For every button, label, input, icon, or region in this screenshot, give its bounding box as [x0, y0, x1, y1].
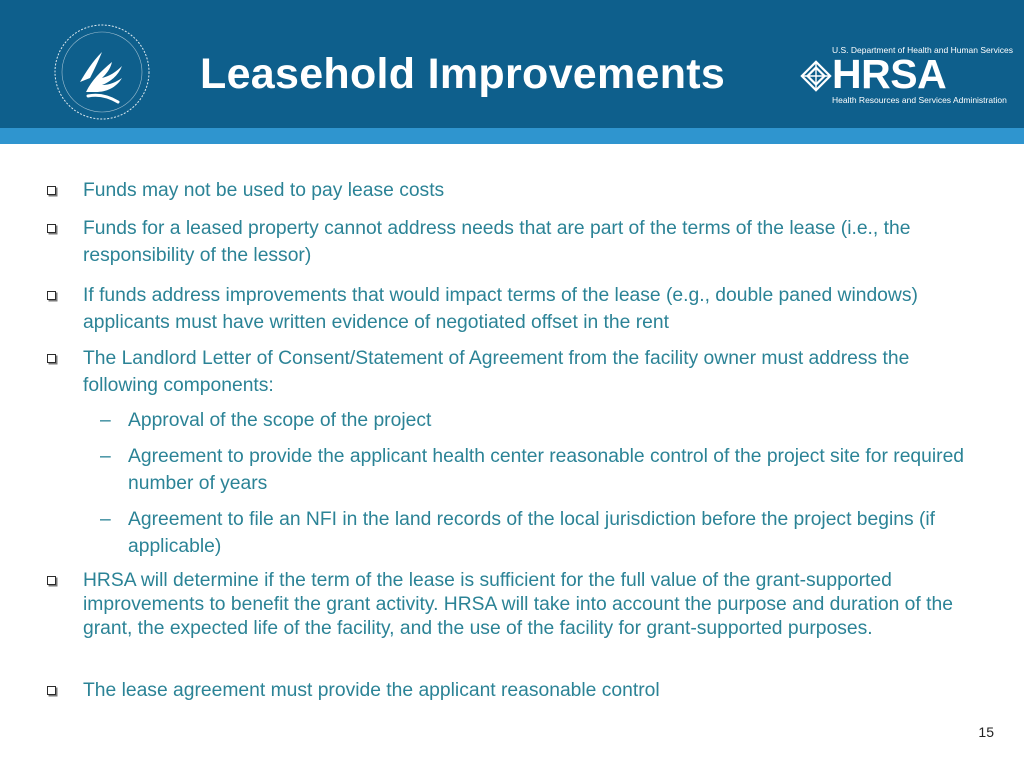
page-number: 15 — [978, 724, 994, 740]
dash-bullet-icon: – — [100, 446, 111, 467]
sub-bullet-text: Approval of the scope of the project — [128, 410, 432, 431]
hrsa-agency-line: Health Resources and Services Administration — [832, 95, 1007, 105]
checkbox-bullet-icon — [47, 686, 56, 695]
slide-title: Leasehold Improvements — [200, 50, 726, 98]
bullet-text: Funds for a leased property cannot address needs that are part of the terms of the lease (i.e., the responsibility of the lessor) — [83, 218, 911, 266]
sub-bullet-text: Agreement to provide the applicant health center reasonable control of the project site for required number of years — [128, 446, 965, 494]
checkbox-bullet-icon — [47, 186, 56, 195]
bullet-text: HRSA will determine if the term of the lease is sufficient for the full value of the grant-supported improvements to benefit the grant activity. HRSA will take into account the purpose and duration of the grant, the expected life of the facility, and the use of the facility for grant-supported purposes. — [83, 570, 953, 639]
checkbox-bullet-icon — [47, 354, 56, 363]
hrsa-department-line: U.S. Department of Health and Human Services — [832, 45, 1013, 55]
bullet-text: The lease agreement must provide the applicant reasonable control — [83, 680, 660, 701]
hrsa-wordmark: HRSA — [832, 51, 947, 97]
checkbox-bullet-icon — [47, 224, 56, 233]
dash-bullet-icon: – — [100, 410, 111, 431]
checkbox-bullet-icon — [47, 291, 56, 300]
bullet-text: If funds address improvements that would impact terms of the lease (e.g., double paned windows) applicants must have written evidence of negotiated offset in the rent — [83, 285, 918, 333]
checkbox-bullet-icon — [47, 576, 56, 585]
bullet-text: The Landlord Letter of Consent/Statement of Agreement from the facility owner must address the following components: — [83, 348, 910, 396]
bullet-text: Funds may not be used to pay lease costs — [83, 180, 445, 201]
dash-bullet-icon: – — [100, 509, 111, 530]
sub-bullet-text: Agreement to file an NFI in the land records of the local jurisdiction before the project begins (if applicable) — [128, 509, 936, 557]
